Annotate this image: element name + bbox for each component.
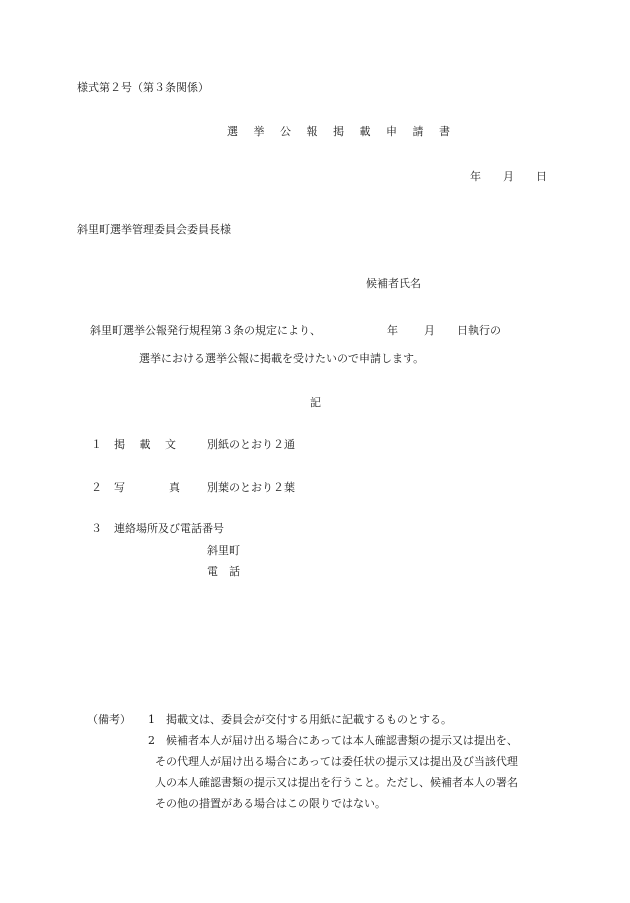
body-line1-day: 日執行の [457, 324, 501, 337]
note2-line: 候補者本人が届け出る場合にあっては本人確認書類の提示又は提出を、 [166, 734, 518, 747]
candidate-name-label: 候補者氏名 [366, 277, 421, 290]
note1-number: 1 [148, 713, 155, 726]
body-line1-year: 年 [387, 324, 398, 337]
note2-line: 人の本人確認書類の提示又は提出を行うこと。ただし、候補者本人の署名 [155, 776, 518, 789]
notes-label: （備考） [87, 713, 131, 726]
item-label: 連絡場所及び電話番号 [114, 522, 224, 535]
item-number: ２ [91, 481, 102, 494]
item-number: １ [91, 438, 102, 451]
item-sub-phone: 電 話 [207, 565, 240, 578]
document-title: 選 挙 公 報 掲 載 申 請 書 [227, 125, 456, 138]
note2-number: 2 [148, 734, 155, 747]
item-number: ３ [91, 522, 102, 535]
body-line1-prefix: 斜里町選挙公報発行規程第３条の規定により、 [90, 324, 321, 337]
note2-line: その他の措置がある場合はこの限りではない。 [155, 797, 386, 810]
item-value: 別紙のとおり２通 [207, 438, 295, 451]
item-label: 掲 載 文 [114, 438, 176, 451]
item-value: 別葉のとおり２葉 [207, 481, 295, 494]
ki-heading: 記 [310, 396, 321, 409]
item-sub-location: 斜里町 [207, 544, 240, 557]
note1-text: 掲載文は、委員会が交付する用紙に記載するものとする。 [166, 713, 452, 726]
body-line1-month: 月 [424, 324, 435, 337]
date-line: 年 月 日 [470, 170, 547, 183]
form-number: 様式第２号（第３条関係） [77, 81, 209, 94]
note2-line: その代理人が届け出る場合にあっては委任状の提示又は提出及び当該代理 [155, 755, 518, 768]
item-label: 写 真 [114, 481, 180, 494]
body-line2: 選挙における選挙公報に掲載を受けたいので申請します。 [139, 352, 425, 365]
addressee: 斜里町選挙管理委員会委員長様 [77, 223, 231, 236]
